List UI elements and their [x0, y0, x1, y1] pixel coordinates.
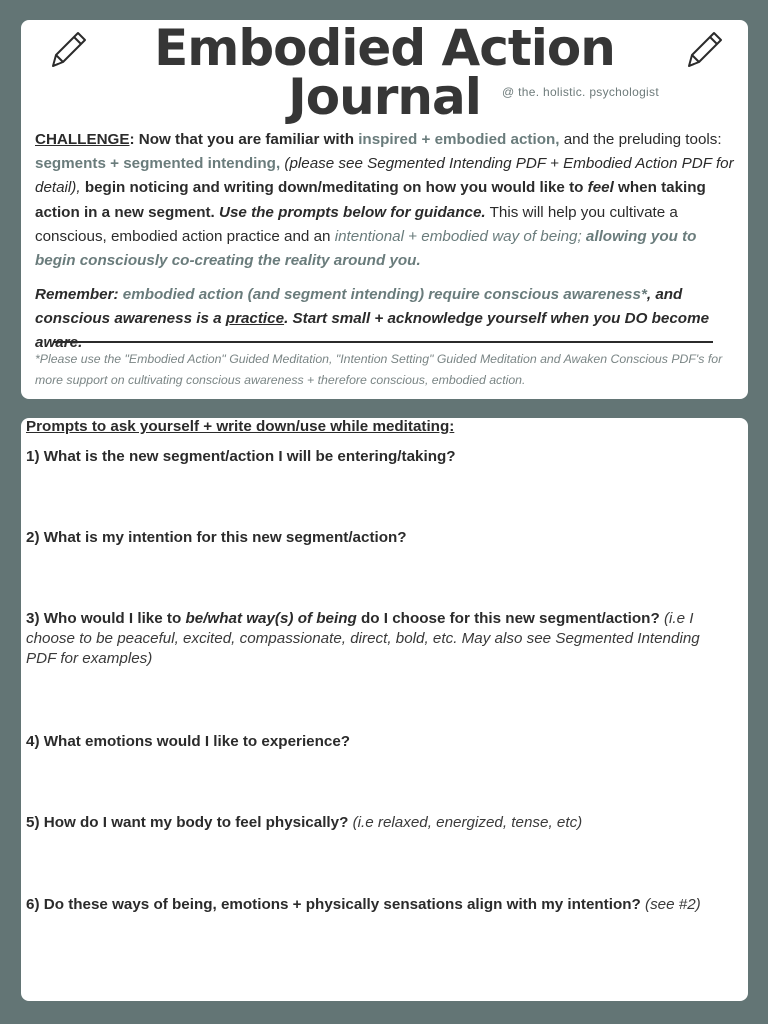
- challenge-text-7: feel: [587, 179, 614, 197]
- challenge-text-2: inspired + embodied action,: [358, 131, 560, 148]
- prompt-3-question-c: do I choose for this new segment/action?: [356, 610, 660, 627]
- prompt-4-question: 4) What emotions would I like to experience?: [26, 733, 351, 750]
- challenge-text: [35, 128, 735, 355]
- challenge-text-1: : Now that you are familiar with: [129, 131, 359, 148]
- prompt-3-question-b: be/what way(s) of being: [185, 610, 357, 627]
- prompt-6-note: (see #2): [640, 896, 701, 913]
- prompt-6: [26, 895, 726, 915]
- remember-paragraph: [35, 283, 735, 355]
- prompts-card: [21, 418, 748, 1001]
- challenge-text-10: This will help you cultivate a conscious, embodied action practice and an: [35, 203, 678, 245]
- remember-text-3: , and conscious awareness is a: [35, 286, 683, 328]
- prompt-2-question: 2) What is my intention for this new segment/action?: [26, 529, 407, 546]
- prompt-1-question: 1) What is the new segment/action I will be entering/taking?: [26, 448, 456, 465]
- challenge-text-3: and the preluding tools:: [559, 131, 722, 148]
- prompt-5-question: 5) How do I want my body to feel physically?: [26, 814, 349, 831]
- remember-text-5: . Start small + acknowledge yourself when you DO become aware.: [35, 310, 710, 352]
- challenge-text-6: begin noticing and writing down/meditating on how you would like to: [80, 179, 588, 197]
- prompt-5: [26, 813, 726, 833]
- divider: [53, 341, 713, 343]
- challenge-text-11: intentional + embodied way of being;: [334, 227, 582, 245]
- challenge-text-4: segments + segmented intending,: [35, 155, 281, 173]
- remember-text-2: embodied action (and segment intending) require conscious awareness*: [122, 286, 647, 304]
- prompt-3-note: (i.e I choose to be peaceful, excited, compassionate, direct, bold, etc. May also see Segmented Intending PDF for examples): [26, 610, 700, 667]
- challenge-text-8: when taking action in a new segment.: [35, 179, 706, 221]
- prompt-6-question: 6) Do these ways of being, emotions + physically sensations align with my intention?: [26, 896, 641, 913]
- prompt-5-note: (i.e relaxed, energized, tense, etc): [348, 814, 583, 831]
- challenge-text-9: Use the prompts below for guidance.: [218, 203, 486, 221]
- remember-text-4: practice: [225, 310, 285, 328]
- prompt-4: [26, 732, 726, 752]
- remember-label: Remember:: [35, 286, 123, 304]
- prompt-1: [26, 447, 726, 467]
- page-title: Embodied Action: [154, 19, 615, 77]
- footnote: *Please use the "Embodied Action" Guided Meditation, "Intention Setting" Guided Meditation and Awaken Conscious PDF's for more support on cultivating conscious awareness + therefore conscious, embodied action.: [35, 352, 723, 387]
- page-title-line2: Journal: [288, 68, 481, 126]
- author-handle: @ the. holistic. psychologist: [502, 85, 659, 99]
- prompt-2: [26, 528, 726, 548]
- prompt-3-question-a: 3) Who would I like to: [26, 610, 186, 627]
- challenge-text-12: allowing you to begin consciously co-creating the reality around you.: [35, 227, 697, 270]
- challenge-text-5: (please see Segmented Intending PDF + Embodied Action PDF for detail),: [35, 155, 734, 197]
- prompt-3: [26, 609, 726, 669]
- challenge-label: CHALLENGE: [35, 131, 130, 148]
- prompts-heading: Prompts to ask yourself + write down/use while meditating:: [26, 418, 455, 435]
- intro-card: [21, 20, 748, 399]
- challenge-paragraph: [35, 128, 735, 273]
